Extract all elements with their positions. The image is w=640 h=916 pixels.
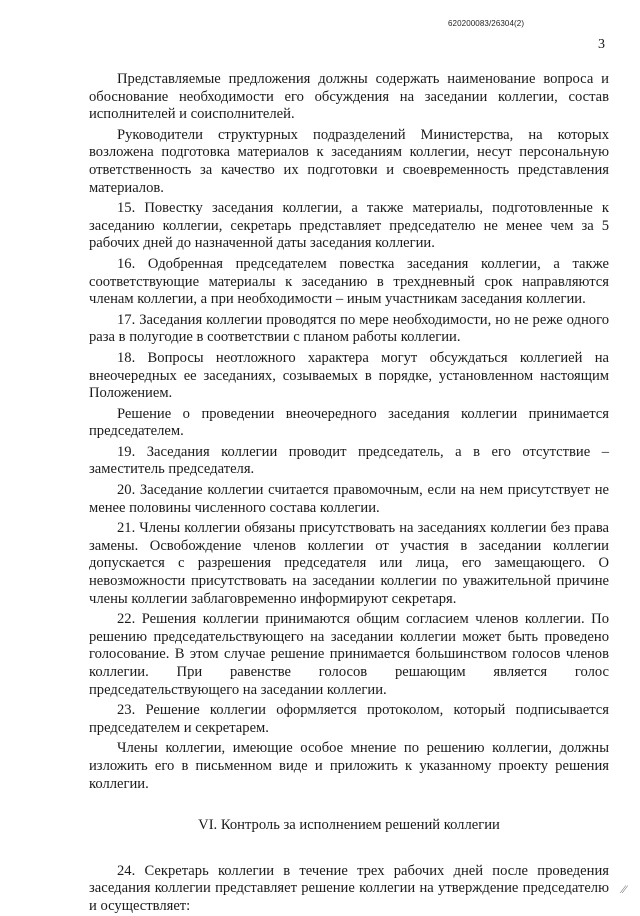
- paragraph-item-22: 22. Решения коллегии принимаются общим согласием членов коллегии. По решению председательствующего на заседании коллегии может быть проведено голосование. В этом случае решение принимается большинством голосов членов коллегии. При равенстве голосов решающим является голос председательствующего на заседании коллегии.: [89, 611, 609, 698]
- paragraph-item-20: 20. Заседание коллегии считается правомочным, если на нем присутствует не менее половины численного состава коллегии.: [89, 482, 609, 516]
- paragraph: Решение о проведении внеочередного заседания коллегии принимается председателем.: [89, 405, 609, 440]
- document-body: [89, 71, 609, 916]
- paragraph-item-18: 18. Вопросы неотложного характера могут обсуждаться коллегией на внеочередных ее заседаниях, созываемых в порядке, установленном настоящим Положением.: [89, 349, 609, 402]
- paragraph-item-15: 15. Повестку заседания коллегии, а также материалы, подготовленные к заседанию коллегии, секретарь представляет председателю не менее чем за 5 рабочих дней до назначенной даты заседания коллегии.: [89, 200, 609, 252]
- paragraph-item-17: 17. Заседания коллегии проводятся по мере необходимости, но не реже одного раза в полугодие в соответствии с планом работы коллегии.: [89, 311, 609, 346]
- paragraph: Члены коллегии, имеющие особое мнение по решению коллегии, должны изложить его в письменном виде и приложить к указанному проекту решения коллегии.: [89, 740, 609, 792]
- section-heading: VI. Контроль за исполнением решений коллегии: [198, 817, 500, 834]
- paragraph-item-19: 19. Заседания коллегии проводит председатель, а в его отсутствие – заместитель председателя.: [89, 443, 609, 478]
- paragraph-item-21: 21. Члены коллегии обязаны присутствовать на заседаниях коллегии без права замены. Освобождение членов коллегии от участия в заседании коллегии допускается с разрешения председателя или лица, его замещающего. О невозможности присутствовать на заседании коллегии по уважительной причине члены коллегии заблаговременно информируют секретаря.: [89, 520, 609, 607]
- document-id: 620200083/26304(2): [448, 19, 525, 28]
- page-number: 3: [598, 37, 605, 52]
- paragraph: Руководители структурных подразделений Министерства, на которых возложена подготовка материалов к заседаниям коллегии, несут персональную ответственность за качество их подготовки и своевременность представления материалов.: [89, 126, 609, 196]
- corner-pen-mark: ⁄⁄: [621, 882, 626, 896]
- paragraph-item-24: 24. Секретарь коллегии в течение трех рабочих дней после проведения заседания коллегии представляет решение коллегии на утверждение председателю и осуществляет:: [89, 862, 609, 914]
- paragraph-item-23: 23. Решение коллегии оформляется протоколом, который подписывается председателем и секретарем.: [89, 702, 609, 736]
- paragraph: Представляемые предложения должны содержать наименование вопроса и обоснование необходимости его обсуждения на заседании коллегии, состав исполнителей и соисполнителей.: [89, 71, 609, 123]
- paragraph-item-16: 16. Одобренная председателем повестка заседания коллегии, а также соответствующие материалы к заседанию в трехдневный срок направляются членам коллегии, а при необходимости – иным участникам заседания коллегии.: [89, 255, 609, 308]
